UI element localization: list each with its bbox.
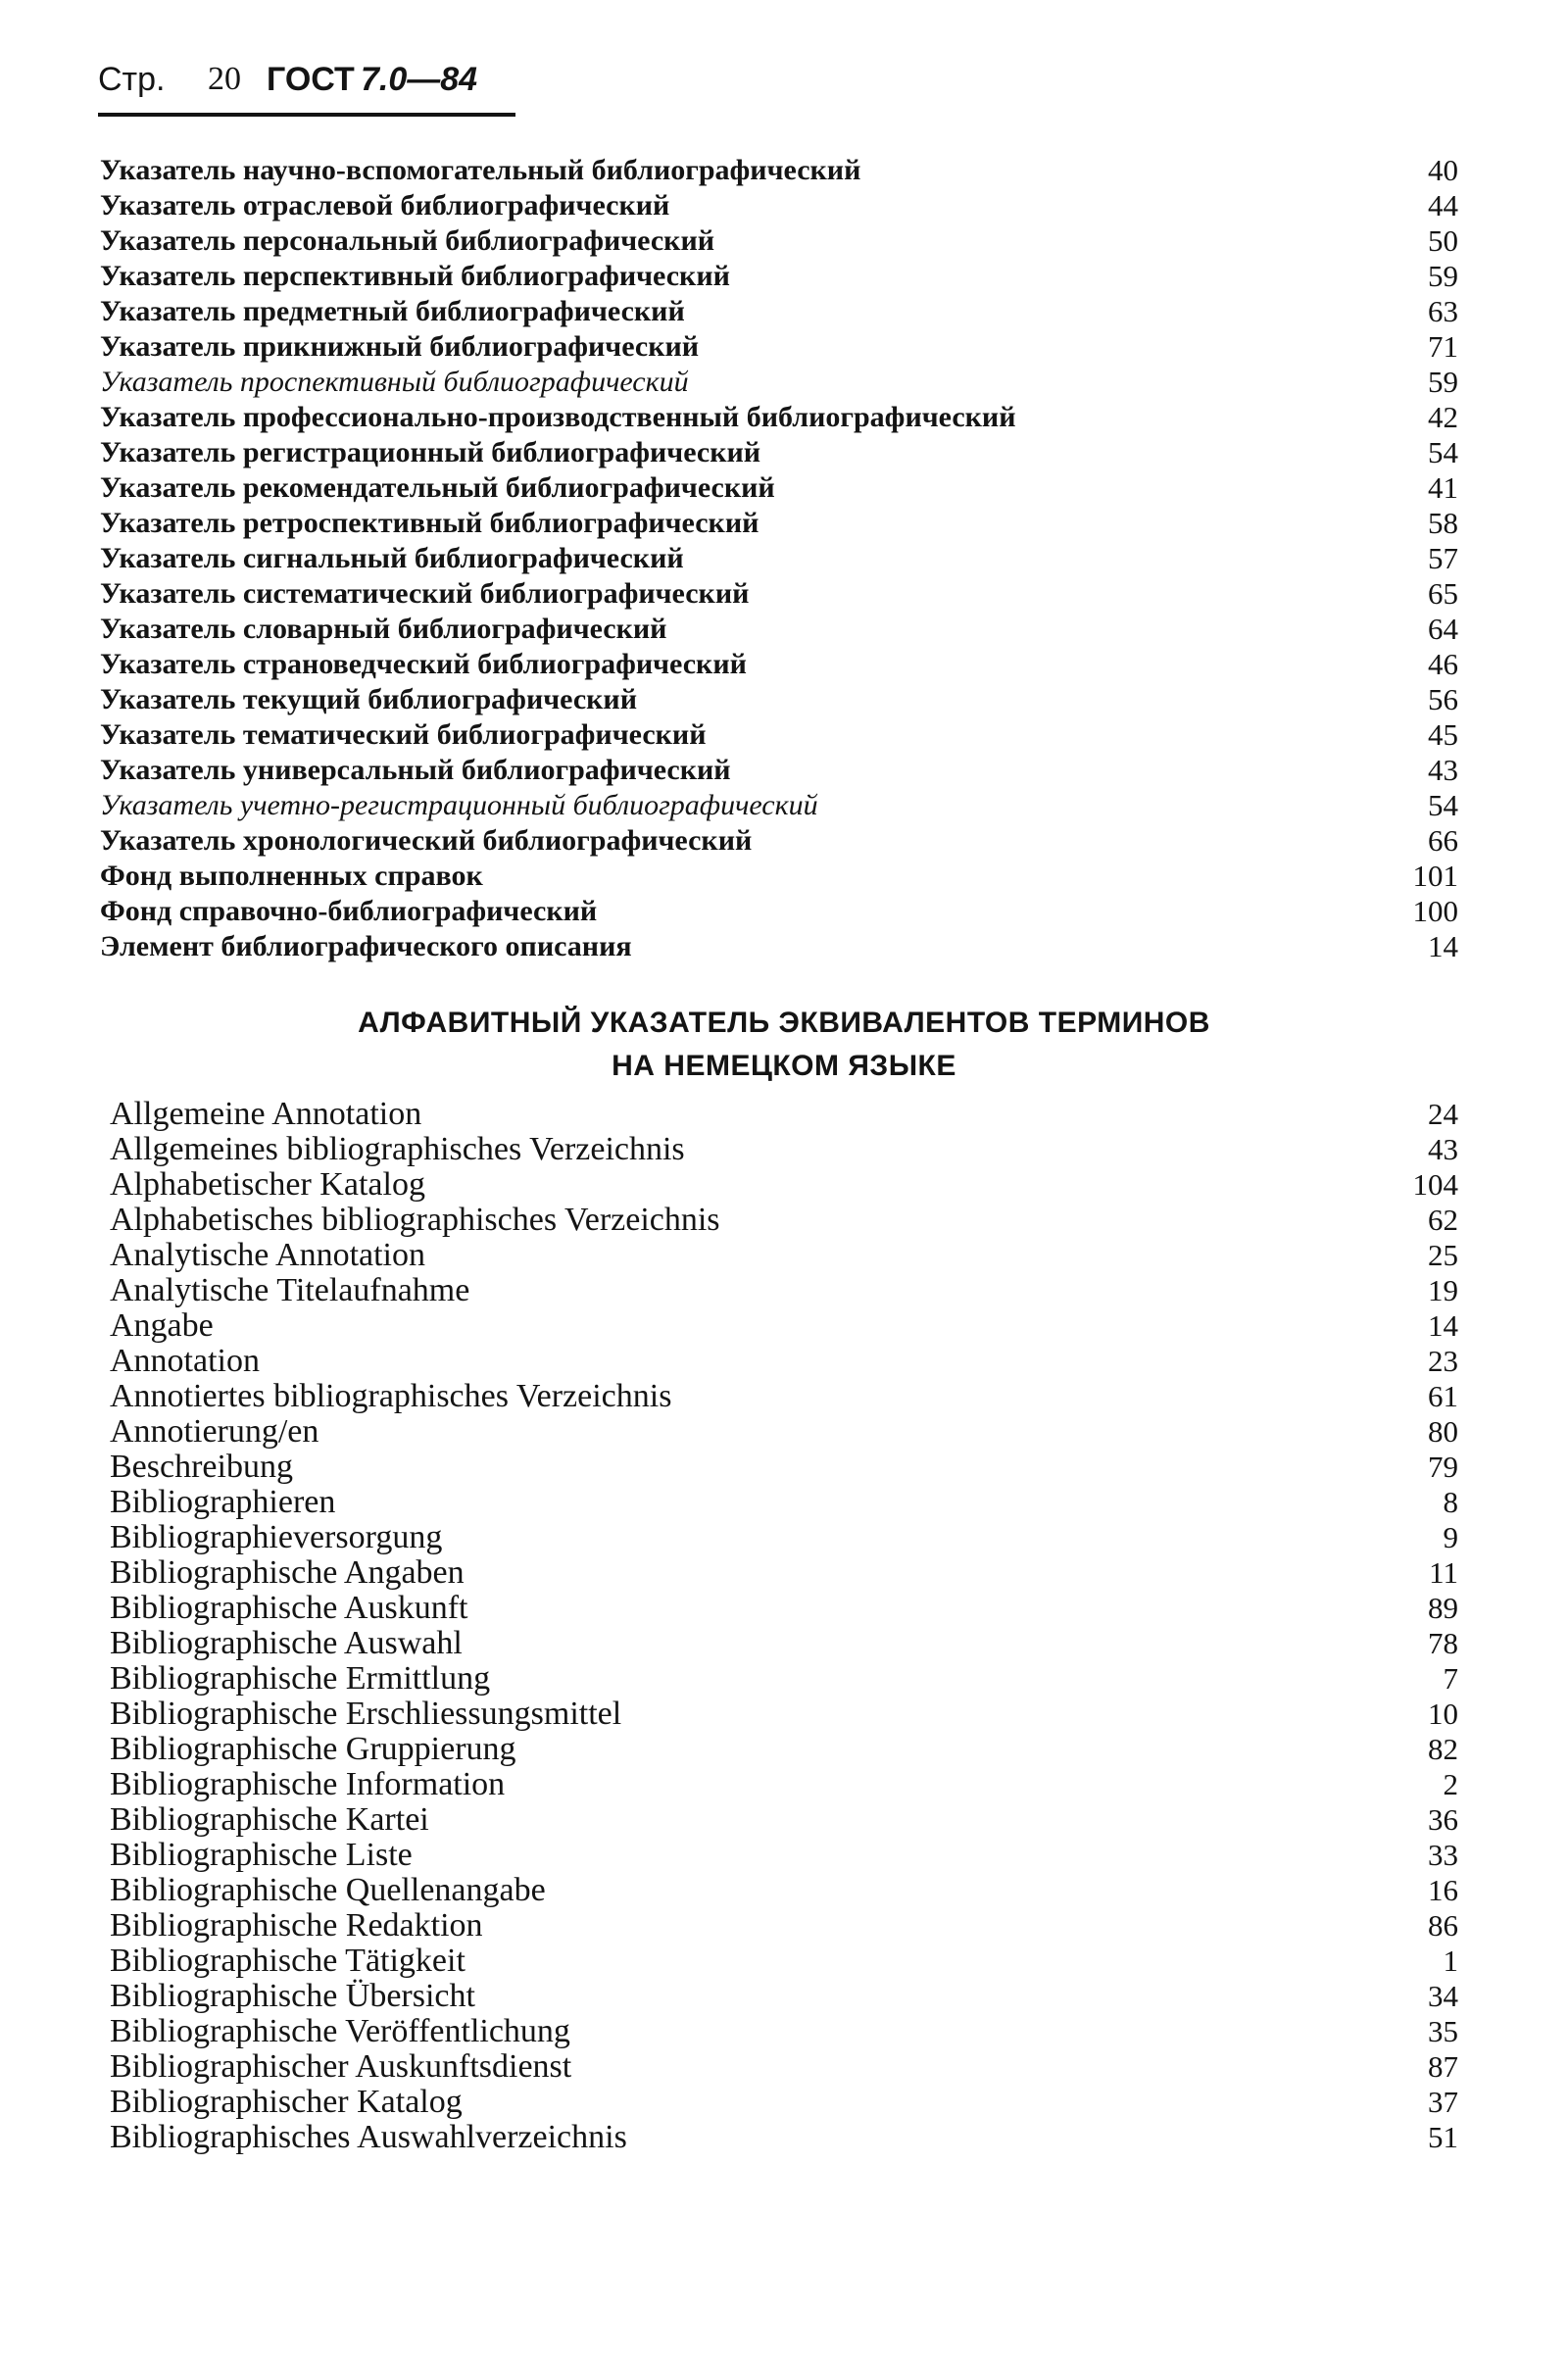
- index-entry: [0, 929, 1568, 964]
- entry-term: Angabe: [110, 1307, 214, 1344]
- index-entry: [0, 541, 1568, 576]
- entry-page: 51: [1428, 2120, 1458, 2154]
- index-entry: [0, 647, 1568, 682]
- page-prefix: Стр.: [98, 61, 166, 98]
- entry-term: Bibliographieren: [110, 1484, 336, 1520]
- entry-page: 44: [1428, 188, 1458, 222]
- entry-term: Bibliographische Veröffentlichung: [110, 2013, 570, 2049]
- entry-page: 43: [1428, 1132, 1458, 1166]
- index-entry: [0, 1732, 1568, 1767]
- entry-page: 64: [1428, 612, 1458, 646]
- index-entry: [0, 682, 1568, 717]
- section-title-line2: НА НЕМЕЦКОМ ЯЗЫКЕ: [612, 1050, 956, 1082]
- index-entry: [0, 1485, 1568, 1520]
- entry-page: 9: [1443, 1520, 1458, 1554]
- index-entry: [0, 2049, 1568, 2085]
- entry-term: Указатель страноведческий библиографический: [100, 648, 747, 680]
- entry-page: 41: [1428, 470, 1458, 505]
- index-entry: [0, 859, 1568, 894]
- entry-page: 42: [1428, 400, 1458, 434]
- entry-term: Annotierung/en: [110, 1413, 319, 1450]
- entry-page: 71: [1428, 329, 1458, 364]
- index-entry: [0, 400, 1568, 435]
- index-entry: [0, 1273, 1568, 1308]
- index-entry: [0, 1979, 1568, 2014]
- entry-term: Указатель прикнижный библиографический: [100, 330, 700, 363]
- entry-term: Указатель проспективный библиографический: [100, 366, 689, 398]
- entry-term: Bibliographische Übersicht: [110, 1978, 475, 2014]
- index-entry: [0, 1555, 1568, 1591]
- entry-page: 10: [1428, 1697, 1458, 1731]
- entry-page: 23: [1428, 1344, 1458, 1378]
- entry-page: 89: [1428, 1591, 1458, 1625]
- index-entry: [0, 1450, 1568, 1485]
- index-entry: [0, 1944, 1568, 1979]
- index-entry: [0, 1873, 1568, 1908]
- entry-term: Фонд справочно-библиографический: [100, 895, 598, 927]
- entry-page: 14: [1428, 1308, 1458, 1343]
- index-entry: [0, 294, 1568, 329]
- entry-page: 101: [1412, 859, 1458, 893]
- entry-term: Указатель предметный библиографический: [100, 295, 685, 327]
- entry-page: 25: [1428, 1238, 1458, 1272]
- entry-term: Элемент библиографического описания: [100, 930, 632, 962]
- index-entry: [0, 1379, 1568, 1414]
- entry-term: Указатель хронологический библиографический: [100, 824, 753, 857]
- section-title-line1: АЛФАВИТНЫЙ УКАЗАТЕЛЬ ЭКВИВАЛЕНТОВ ТЕРМИНОВ: [358, 1007, 1210, 1039]
- index-entry: [0, 1908, 1568, 1944]
- entry-term: Указатель регистрационный библиографический: [100, 436, 761, 468]
- entry-term: Bibliographische Erschliessungsmittel: [110, 1696, 622, 1732]
- entry-page: 66: [1428, 823, 1458, 858]
- index-entry: [0, 365, 1568, 400]
- entry-page: 56: [1428, 682, 1458, 716]
- entry-term: Указатель систематический библиографический: [100, 577, 750, 610]
- entry-page: 86: [1428, 1908, 1458, 1943]
- entry-term: Указатель профессионально-производственный библиографический: [100, 401, 1016, 433]
- entry-term: Указатель текущий библиографический: [100, 683, 637, 715]
- index-entry: [0, 1661, 1568, 1697]
- entry-page: 2: [1443, 1767, 1458, 1801]
- entry-term: Bibliographische Quellenangabe: [110, 1872, 546, 1908]
- entry-page: 59: [1428, 259, 1458, 293]
- entry-term: Bibliographieversorgung: [110, 1519, 443, 1555]
- entry-page: 78: [1428, 1626, 1458, 1660]
- page-number: 20: [208, 61, 241, 97]
- entry-term: Bibliographische Gruppierung: [110, 1731, 516, 1767]
- entry-page: 40: [1428, 153, 1458, 187]
- entry-page: 45: [1428, 717, 1458, 752]
- entry-term: Bibliographische Auskunft: [110, 1590, 468, 1626]
- entry-term: Bibliographische Auswahl: [110, 1625, 463, 1661]
- entry-term: Bibliographische Kartei: [110, 1801, 429, 1838]
- index-entry: [0, 1308, 1568, 1344]
- index-entry: [0, 1097, 1568, 1132]
- entry-term: Указатель тематический библиографический: [100, 718, 707, 751]
- entry-term: Bibliographische Redaktion: [110, 1907, 483, 1944]
- entry-page: 50: [1428, 223, 1458, 258]
- index-entry: [0, 1838, 1568, 1873]
- index-entry: [0, 2014, 1568, 2049]
- index-entry: [0, 753, 1568, 788]
- entry-term: Alphabetisches bibliographisches Verzeichnis: [110, 1202, 720, 1238]
- entry-term: Beschreibung: [110, 1449, 293, 1485]
- entry-term: Фонд выполненных справок: [100, 860, 483, 892]
- index-entry: [0, 1520, 1568, 1555]
- index-entry: [0, 435, 1568, 470]
- entry-page: 61: [1428, 1379, 1458, 1413]
- index-entry: [0, 1132, 1568, 1167]
- entry-term: Analytische Titelaufnahme: [110, 1272, 470, 1308]
- entry-page: 7: [1443, 1661, 1458, 1696]
- entry-page: 34: [1428, 1979, 1458, 2013]
- entry-page: 65: [1428, 576, 1458, 611]
- index-entry: [0, 1203, 1568, 1238]
- index-entry: [0, 188, 1568, 223]
- entry-page: 57: [1428, 541, 1458, 575]
- entry-term: Указатель сигнальный библиографический: [100, 542, 684, 574]
- entry-page: 58: [1428, 506, 1458, 540]
- index-entry: [0, 2085, 1568, 2120]
- index-entry: [0, 717, 1568, 753]
- entry-term: Bibliographische Angaben: [110, 1554, 465, 1591]
- entry-term: Annotation: [110, 1343, 260, 1379]
- entry-page: 37: [1428, 2085, 1458, 2119]
- entry-term: Bibliographische Tätigkeit: [110, 1943, 466, 1979]
- entry-page: 35: [1428, 2014, 1458, 2048]
- entry-term: Bibliographisches Auswahlverzeichnis: [110, 2119, 627, 2155]
- entry-page: 19: [1428, 1273, 1458, 1307]
- entry-page: 33: [1428, 1838, 1458, 1872]
- entry-page: 104: [1412, 1167, 1458, 1202]
- entry-term: Указатель универсальный библиографический: [100, 754, 731, 786]
- index-entry: [0, 1802, 1568, 1838]
- entry-term: Bibliographische Information: [110, 1766, 506, 1802]
- entry-page: 43: [1428, 753, 1458, 787]
- index-entry: [0, 223, 1568, 259]
- entry-term: Указатель персональный библиографический: [100, 224, 715, 257]
- index-entry: [0, 470, 1568, 506]
- entry-term: Bibliographische Liste: [110, 1837, 413, 1873]
- entry-page: 82: [1428, 1732, 1458, 1766]
- index-entry: [0, 1344, 1568, 1379]
- entry-term: Allgemeine Annotation: [110, 1096, 422, 1132]
- index-entry: [0, 788, 1568, 823]
- index-entry: [0, 823, 1568, 859]
- entry-page: 62: [1428, 1203, 1458, 1237]
- entry-page: 87: [1428, 2049, 1458, 2084]
- header-rule: [98, 113, 515, 117]
- index-entry: [0, 259, 1568, 294]
- entry-term: Bibliographischer Auskunftsdienst: [110, 2048, 572, 2085]
- entry-term: Указатель учетно-регистрационный библиографический: [100, 789, 818, 821]
- entry-page: 16: [1428, 1873, 1458, 1907]
- index-entry: [0, 1591, 1568, 1626]
- entry-page: 1: [1443, 1944, 1458, 1978]
- index-entry: [0, 153, 1568, 188]
- index-entry: [0, 2120, 1568, 2155]
- entry-page: 46: [1428, 647, 1458, 681]
- index-entry: [0, 1767, 1568, 1802]
- index-entry: [0, 1626, 1568, 1661]
- entry-term: Analytische Annotation: [110, 1237, 426, 1273]
- entry-term: Указатель словарный библиографический: [100, 613, 667, 645]
- entry-page: 63: [1428, 294, 1458, 328]
- entry-page: 54: [1428, 435, 1458, 469]
- entry-page: 59: [1428, 365, 1458, 399]
- index-entry: [0, 329, 1568, 365]
- entry-term: Bibliographische Ermittlung: [110, 1660, 491, 1697]
- standard-name: ГОСТ: [267, 61, 355, 98]
- entry-term: Bibliographischer Katalog: [110, 2084, 463, 2120]
- entry-term: Указатель рекомендательный библиографический: [100, 471, 775, 504]
- page-header: [98, 61, 515, 120]
- index-entry: [0, 1238, 1568, 1273]
- entry-page: 11: [1429, 1555, 1458, 1590]
- standard-code: 7.0—84: [361, 61, 478, 98]
- entry-page: 36: [1428, 1802, 1458, 1837]
- entry-page: 8: [1443, 1485, 1458, 1519]
- index-entry: [0, 506, 1568, 541]
- entry-term: Указатель отраслевой библиографический: [100, 189, 670, 221]
- entry-page: 80: [1428, 1414, 1458, 1449]
- entry-term: Annotiertes bibliographisches Verzeichnis: [110, 1378, 672, 1414]
- entry-page: 14: [1428, 929, 1458, 963]
- index-entry: [0, 1414, 1568, 1450]
- entry-term: Alphabetischer Katalog: [110, 1166, 425, 1203]
- entry-page: 100: [1412, 894, 1458, 928]
- entry-page: 24: [1428, 1097, 1458, 1131]
- index-entry: [0, 576, 1568, 612]
- entry-page: 79: [1428, 1450, 1458, 1484]
- entry-term: Указатель ретроспективный библиографический: [100, 507, 760, 539]
- entry-term: Allgemeines bibliographisches Verzeichnis: [110, 1131, 685, 1167]
- index-entry: [0, 612, 1568, 647]
- index-entry: [0, 1167, 1568, 1203]
- index-entry: [0, 894, 1568, 929]
- entry-term: Указатель научно-вспомогательный библиографический: [100, 154, 861, 186]
- entry-page: 54: [1428, 788, 1458, 822]
- entry-term: Указатель перспективный библиографический: [100, 260, 730, 292]
- index-entry: [0, 1697, 1568, 1732]
